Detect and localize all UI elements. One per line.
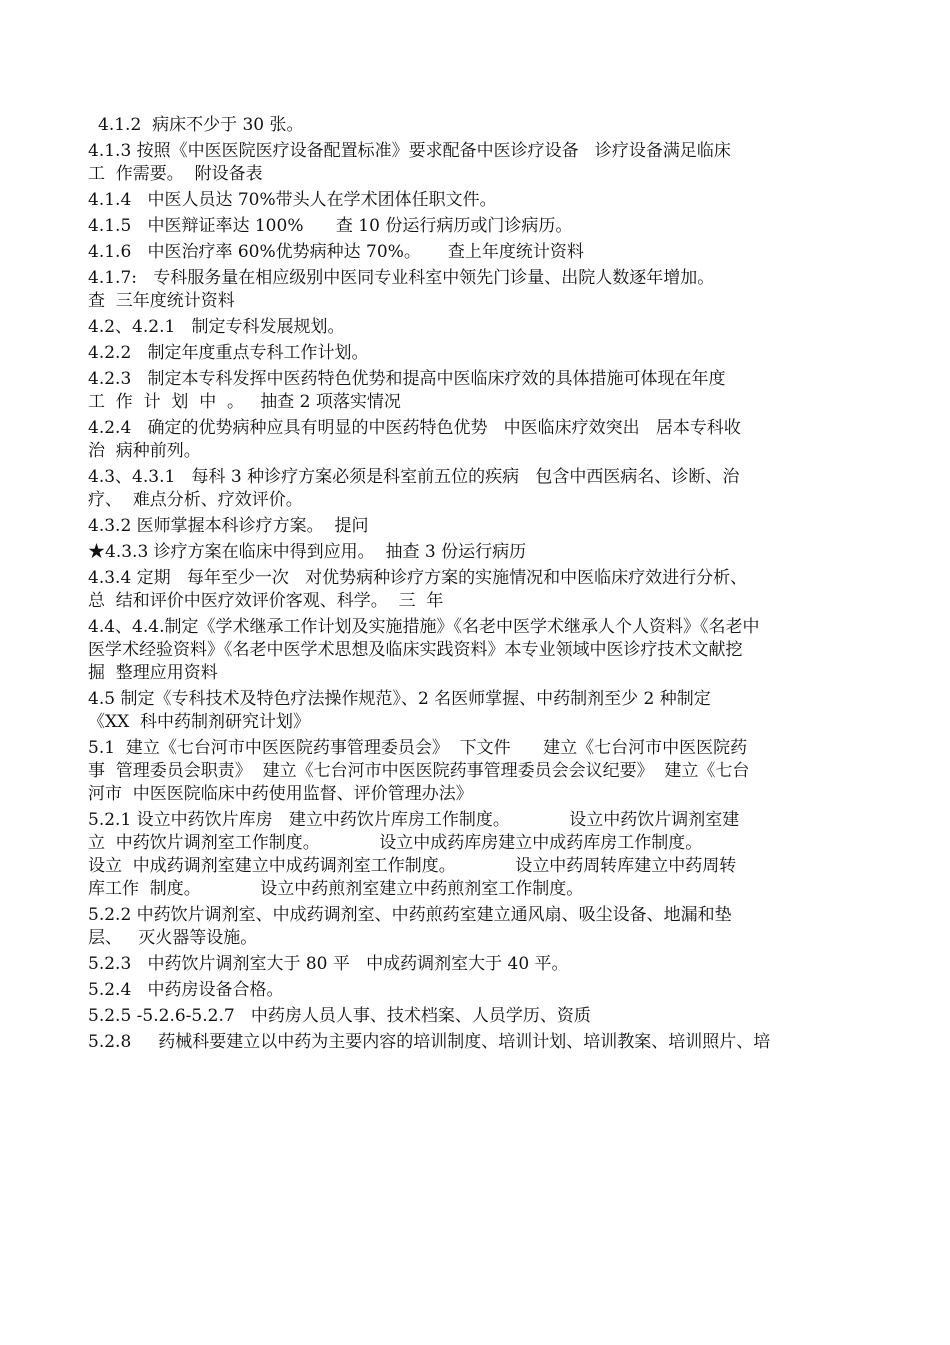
paragraph-line: 库工作 制度。 设立中药煎剂室建立中药煎剂室工作制度。 xyxy=(88,879,584,899)
paragraph-line: 5.2.4 中药房设备合格。 xyxy=(88,980,284,1000)
paragraph-p20 xyxy=(88,953,866,976)
paragraph-line: 事 管理委员会职责》 建立《七台河市中医医院药事管理委员会会议纪要》 建立《七台 xyxy=(88,761,750,781)
paragraph-p23 xyxy=(88,1031,866,1054)
paragraph-line: 总 结和评价中医疗效评价客观、科学。 三 年 xyxy=(88,591,444,611)
paragraph-line: 层、 灭火器等设施。 xyxy=(88,928,258,948)
paragraph-p3 xyxy=(88,189,866,212)
paragraph-line: 4.3、4.3.1 每科 3 种诊疗方案必须是科室前五位的疾病 包含中西医病名、诊断、治 xyxy=(88,467,740,487)
paragraph-line: 工 作需要。 附设备表 xyxy=(88,164,263,184)
paragraph-line: 《XX 科中药制剂研究计划》 xyxy=(88,712,311,732)
paragraph-line: 4.4、4.4.制定《学术继承工作计划及实施措施》《名老中医学术继承人个人资料》《名老中 xyxy=(88,617,760,637)
paragraph-line: 5.2.1 设立中药饮片库房 建立中药饮片库房工作制度。 设立中药饮片调剂室建 xyxy=(88,810,740,830)
paragraph-line: 4.3.2 医师掌握本科诊疗方案。 提问 xyxy=(88,516,369,536)
paragraph-p14 xyxy=(88,567,866,613)
paragraph-p4 xyxy=(88,215,866,238)
paragraph-line: 医学术经验资料》《名老中医学术思想及临床实践资料》本专业领域中医诊疗技术文献挖 xyxy=(88,640,743,660)
paragraph-line: 4.2.4 确定的优势病种应具有明显的中医药特色优势 中医临床疗效突出 居本专科收 xyxy=(88,418,741,438)
paragraph-line: 立 中药饮片调剂室工作制度。 设立中成药库房建立中成药库房工作制度。 xyxy=(88,833,703,853)
paragraph-line: 4.1.5 中医辩证率达 100% 查 10 份运行病历或门诊病历。 xyxy=(88,216,573,236)
paragraph-p22 xyxy=(88,1005,866,1028)
document-body xyxy=(88,114,866,1057)
paragraph-line: 4.1.6 中医治疗率 60%优势病种达 70%。 查上年度统计资料 xyxy=(88,242,584,262)
paragraph-line: 5.1 建立《七台河市中医医院药事管理委员会》 下文件 建立《七台河市中医医院药 xyxy=(88,738,748,758)
paragraph-p8 xyxy=(88,342,866,365)
paragraph-line: 4.2、4.2.1 制定专科发展规划。 xyxy=(88,317,345,337)
paragraph-p18 xyxy=(88,809,866,901)
paragraph-line: 5.2.8 药械科要建立以中药为主要内容的培训制度、培训计划、培训教案、培训照片、培 xyxy=(88,1032,771,1052)
paragraph-line: 治 病种前列。 xyxy=(88,441,201,461)
paragraph-line: 掘 整理应用资料 xyxy=(88,663,218,683)
paragraph-line: 河市 中医医院临床中药使用监督、评价管理办法》 xyxy=(88,784,473,804)
paragraph-line: 4.2.2 制定年度重点专科工作计划。 xyxy=(88,343,369,363)
paragraph-line: 4.1.3 按照《中医医院医疗设备配置标准》要求配备中医诊疗设备 诊疗设备满足临床 xyxy=(88,141,731,161)
paragraph-line: 查 三年度统计资料 xyxy=(88,291,235,311)
paragraph-line: 4.1.7: 专科服务量在相应级别中医同专业科室中领先门诊量、出院人数逐年增加。 xyxy=(88,268,715,288)
paragraph-p1 xyxy=(88,114,866,137)
paragraph-p2 xyxy=(88,140,866,186)
paragraph-line: ★4.3.3 诊疗方案在临床中得到应用。 抽查 3 份运行病历 xyxy=(88,542,527,562)
paragraph-line: 4.1.4 中医人员达 70%带头人在学术团体任职文件。 xyxy=(88,190,497,210)
paragraph-p10 xyxy=(88,417,866,463)
paragraph-p15 xyxy=(88,616,866,685)
paragraph-line: 设立 中成药调剂室建立中成药调剂室工作制度。 设立中药周转库建立中药周转 xyxy=(88,856,737,876)
paragraph-p13 xyxy=(88,541,866,564)
paragraph-p5 xyxy=(88,241,866,264)
paragraph-p19 xyxy=(88,904,866,950)
paragraph-line: 5.2.3 中药饮片调剂室大于 80 平 中成药调剂室大于 40 平。 xyxy=(88,954,569,974)
paragraph-p7 xyxy=(88,316,866,339)
paragraph-line: 工 作 计 划 中 。 抽查 2 项落实情况 xyxy=(88,392,401,412)
paragraph-p11 xyxy=(88,466,866,512)
paragraph-line: 疗、 难点分析、疗效评价。 xyxy=(88,490,303,510)
paragraph-line: 4.3.4 定期 每年至少一次 对优势病种诊疗方案的实施情况和中医临床疗效进行分析、 xyxy=(88,568,748,588)
paragraph-p17 xyxy=(88,737,866,806)
paragraph-p9 xyxy=(88,368,866,414)
paragraph-p6 xyxy=(88,267,866,313)
paragraph-line: 4.2.3 制定本专科发挥中医药特色优势和提高中医临床疗效的具体措施可体现在年度 xyxy=(88,369,726,389)
paragraph-line: 4.5 制定《专科技术及特色疗法操作规范》、2 名医师掌握、中药制剂至少 2 种制定 xyxy=(88,689,711,709)
paragraph-p16 xyxy=(88,688,866,734)
paragraph-p21 xyxy=(88,979,866,1002)
paragraph-line: 4.1.2 病床不少于 30 张。 xyxy=(98,115,304,135)
paragraph-line: 5.2.5 -5.2.6-5.2.7 中药房人员人事、技术档案、人员学历、资质 xyxy=(88,1006,591,1026)
paragraph-line: 5.2.2 中药饮片调剂室、中成药调剂室、中药煎药室建立通风扇、吸尘设备、地漏和垫 xyxy=(88,905,732,925)
paragraph-p12 xyxy=(88,515,866,538)
